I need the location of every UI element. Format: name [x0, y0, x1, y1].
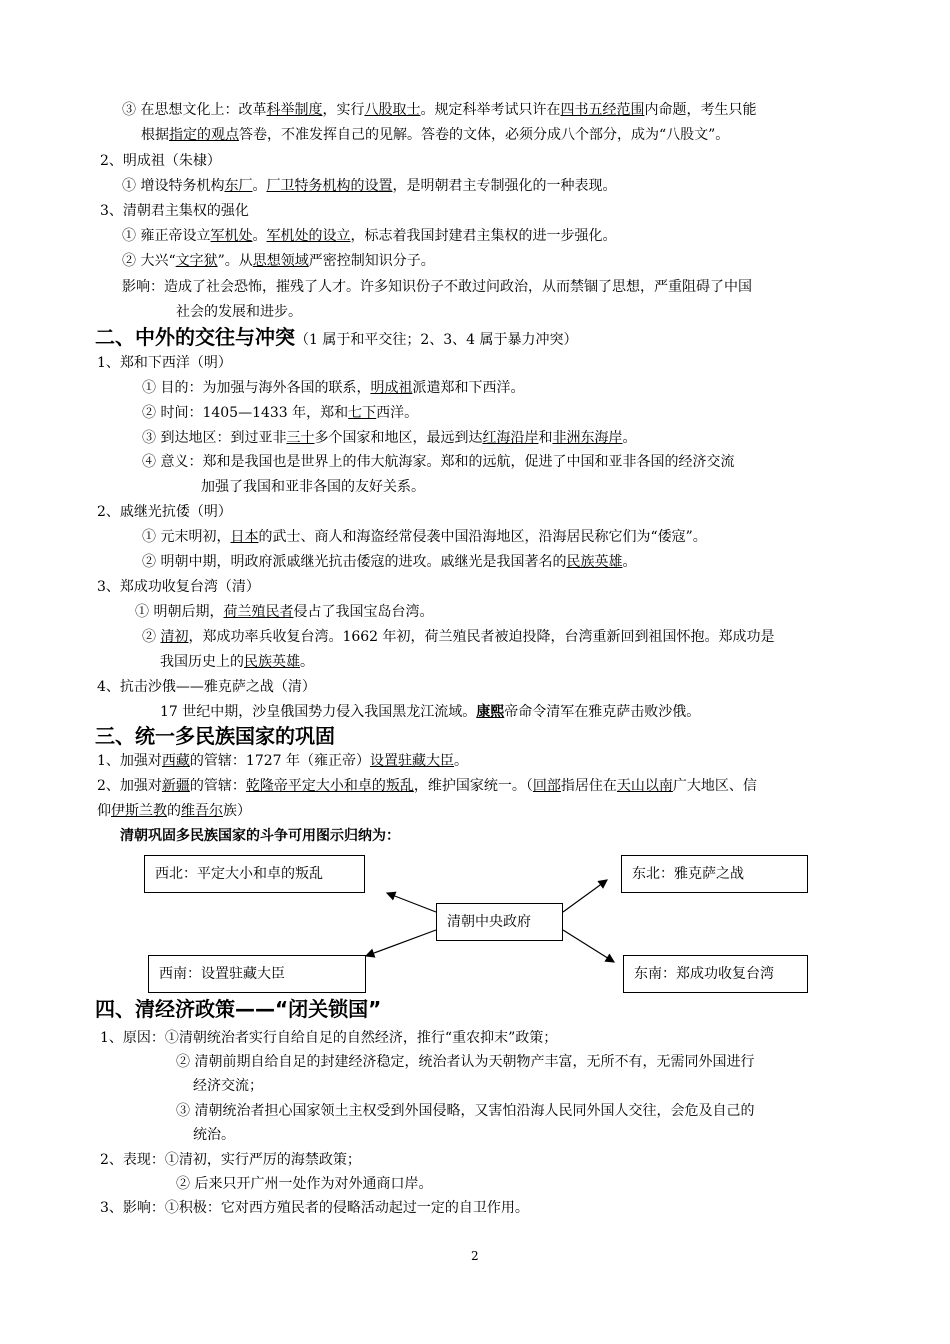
text-segment: 和 — [538, 430, 553, 446]
text-segment: ① 元末明初， — [142, 529, 231, 545]
arrow-southeast — [563, 930, 614, 962]
text-segment: 指居住在 — [560, 778, 617, 794]
diagram-box-center: 清朝中央政府 — [436, 903, 563, 941]
text-segment: 。 — [454, 753, 469, 769]
text-segment: ，是明朝君主专制强化的一种表现。 — [392, 178, 617, 194]
text-segment: 仰 — [97, 803, 111, 819]
underlined-term: 七下 — [348, 405, 377, 421]
text-segment: ，标志着我国封建君主集权的进一步强化。 — [350, 228, 617, 244]
text-segment: 的管辖： — [189, 778, 246, 794]
text-segment: ② 清朝前期自给自足的封建经济稳定，统治者认为天朝物产丰富，无所不有，无需同外国进行 — [176, 1054, 755, 1070]
text-segment: ③ 到达地区：到过亚非 — [142, 430, 287, 446]
underlined-term: 科举制度 — [266, 102, 323, 118]
text-segment: 西洋。 — [376, 405, 419, 421]
text-segment: 的武士、商人和海盗经常侵袭中国沿海地区，沿海居民称它们为“倭寇”。 — [258, 529, 707, 545]
text-segment: 。 — [252, 178, 267, 194]
text-segment: ，实行 — [322, 102, 365, 118]
underlined-term: 日本 — [230, 529, 259, 545]
text-segment: ③ 清朝统治者担心国家领土主权受到外国侵略，又害怕沿海人民同外国人交往，会危及自己的 — [176, 1103, 755, 1119]
text-segment: 1、原因：①清朝统治者实行自给自足的自然经济，推行“重农抑末”政策； — [100, 1030, 558, 1046]
text-segment: 2、表现：①清初，实行严厉的海禁政策； — [100, 1152, 361, 1168]
page-number: 2 — [471, 1249, 479, 1263]
text-segment: ① 增设特务机构 — [122, 178, 225, 194]
underlined-term: 厂卫特务机构的设置 — [266, 178, 393, 194]
text-segment: 3、影响：①积极：它对西方殖民者的侵略活动起过一定的自卫作用。 — [100, 1200, 529, 1216]
text-segment: 严密控制知识分子。 — [308, 253, 435, 269]
section-heading-title: 三、统一多民族国家的巩固 — [95, 724, 335, 748]
text-segment: 。 — [300, 654, 314, 670]
text-segment: 3、郑成功收复台湾（清） — [97, 579, 260, 595]
text-segment: 的管辖：1727 年（雍正帝） — [189, 753, 371, 769]
underlined-term: 天山以南 — [616, 778, 673, 794]
text-segment: 。 — [252, 228, 267, 244]
text-segment: 我国历史上的 — [160, 654, 244, 670]
text-segment: 经济交流； — [193, 1078, 263, 1094]
underlined-term: 明成祖 — [370, 380, 413, 396]
text-segment: 4、抗击沙俄——雅克萨之战（清） — [97, 679, 316, 695]
text-segment: 答卷，不准发挥自己的见解。答卷的文体，必须分成八个部分，成为“八股文”。 — [239, 127, 730, 143]
underlined-term: 东厂 — [224, 178, 253, 194]
text-segment: ② 时间：1405—1433 年，郑和 — [142, 405, 349, 421]
text-segment: ④ 意义：郑和是我国也是世界上的伟大航海家。郑和的远航，促进了中国和亚非各国的经济交流 — [142, 454, 735, 470]
text-segment: 的 — [167, 803, 181, 819]
text-segment: 根据 — [141, 127, 169, 143]
section-heading-title: 四、清经济政策——“闭关锁国” — [95, 997, 382, 1021]
diagram-box-northeast: 东北：雅克萨之战 — [621, 855, 808, 893]
text-segment: 17 世纪中期，沙皇俄国势力侵入我国黑龙江流域。 — [160, 704, 477, 720]
underlined-term: 康熙 — [476, 704, 505, 720]
underlined-term: 清初 — [160, 629, 189, 645]
text-segment: 多个国家和地区，最远到达 — [314, 430, 483, 446]
text-segment: ② — [142, 629, 161, 645]
underlined-term: 指定的观点 — [169, 127, 239, 143]
arrow-northwest — [387, 893, 436, 912]
diagram-box-southwest: 西南：设置驻藏大臣 — [148, 955, 366, 993]
text-segment: 1、加强对 — [97, 753, 162, 769]
text-segment: 广大地区、信 — [672, 778, 757, 794]
underlined-term: 设置驻藏大臣 — [370, 753, 455, 769]
underlined-term: 红海沿岸 — [482, 430, 539, 446]
diagram-box-southeast: 东南：郑成功收复台湾 — [623, 955, 808, 993]
underlined-term: 伊斯兰教 — [111, 803, 167, 819]
underlined-term: 军机处的设立 — [266, 228, 351, 244]
arrow-southwest — [366, 930, 436, 956]
text-segment: ① 目的：为加强与海外各国的联系， — [142, 380, 371, 396]
underlined-term: 民族英雄 — [244, 654, 300, 670]
text-segment: ”。从 — [217, 253, 253, 269]
underlined-term: 回部 — [532, 778, 561, 794]
text-segment: 派遣郑和下西洋。 — [412, 380, 525, 396]
text-segment: 2、明成祖（朱棣） — [100, 153, 221, 169]
text-segment: 2、戚继光抗倭（明） — [97, 504, 232, 520]
underlined-term: 文字狱 — [175, 253, 218, 269]
underlined-term: 荷兰殖民者 — [223, 604, 294, 620]
text-segment: 。 — [622, 430, 637, 446]
section-heading-note: （1 属于和平交往；2、3、4 属于暴力冲突） — [295, 332, 578, 348]
underlined-term: 维吾尔 — [181, 803, 223, 819]
text-segment: ① 明朝后期， — [135, 604, 224, 620]
text-segment: 。规定科举考试只许在 — [420, 102, 561, 118]
text-segment: 1、郑和下西洋（明） — [97, 355, 232, 371]
underlined-term: 军机处 — [210, 228, 253, 244]
text-segment: ② 大兴“ — [122, 253, 176, 269]
text-segment: 内命题，考生只能 — [644, 102, 757, 118]
underlined-term: 思想领域 — [252, 253, 309, 269]
text-segment: ，维护国家统一。（ — [413, 778, 533, 794]
underlined-term: 八股取士 — [364, 102, 421, 118]
text-segment: ② 明朝中期，明政府派戚继光抗击倭寇的进攻。戚继光是我国著名的 — [142, 554, 567, 570]
text-segment: 社会的发展和进步。 — [176, 304, 302, 320]
underlined-term: 新疆 — [161, 778, 190, 794]
text-segment: ③ 在思想文化上：改革 — [122, 102, 267, 118]
underlined-term: 乾隆帝平定大小和卓的叛乱 — [245, 778, 414, 794]
diagram-caption: 清朝巩固多民族国家的斗争可用图示归纳为： — [120, 828, 400, 844]
text-segment: 3、清朝君主集权的强化 — [100, 203, 249, 219]
underlined-term: 非洲东海岸 — [552, 430, 623, 446]
underlined-term: 民族英雄 — [566, 554, 623, 570]
underlined-term: 四书五经范围 — [560, 102, 645, 118]
section-heading-title: 二、中外的交往与冲突 — [95, 325, 295, 349]
text-segment: ，郑成功率兵收复台湾。1662 年初，荷兰殖民者被迫投降，台湾重新回到祖国怀抱。郑成功是 — [188, 629, 775, 645]
text-segment: 。 — [622, 554, 637, 570]
text-segment: ① 雍正帝设立 — [122, 228, 211, 244]
text-segment: ② 后来只开广州一处作为对外通商口岸。 — [176, 1176, 433, 1192]
text-segment: 2、加强对 — [97, 778, 162, 794]
diagram-box-northwest: 西北：平定大小和卓的叛乱 — [144, 855, 365, 893]
text-segment: 影响：造成了社会恐怖，摧残了人才。许多知识份子不敢过问政治，从而禁锢了思想，严重阻碍了中国 — [122, 279, 752, 295]
underlined-term: 三十 — [286, 430, 315, 446]
text-segment: 加强了我国和亚非各国的友好关系。 — [201, 479, 425, 495]
text-segment: 族） — [223, 803, 251, 819]
text-segment: 侵占了我国宝岛台湾。 — [293, 604, 434, 620]
underlined-term: 西藏 — [161, 753, 190, 769]
arrow-northeast — [563, 880, 607, 912]
text-segment: 统治。 — [193, 1127, 235, 1143]
text-segment: 帝命令清军在雅克萨击败沙俄。 — [504, 704, 701, 720]
